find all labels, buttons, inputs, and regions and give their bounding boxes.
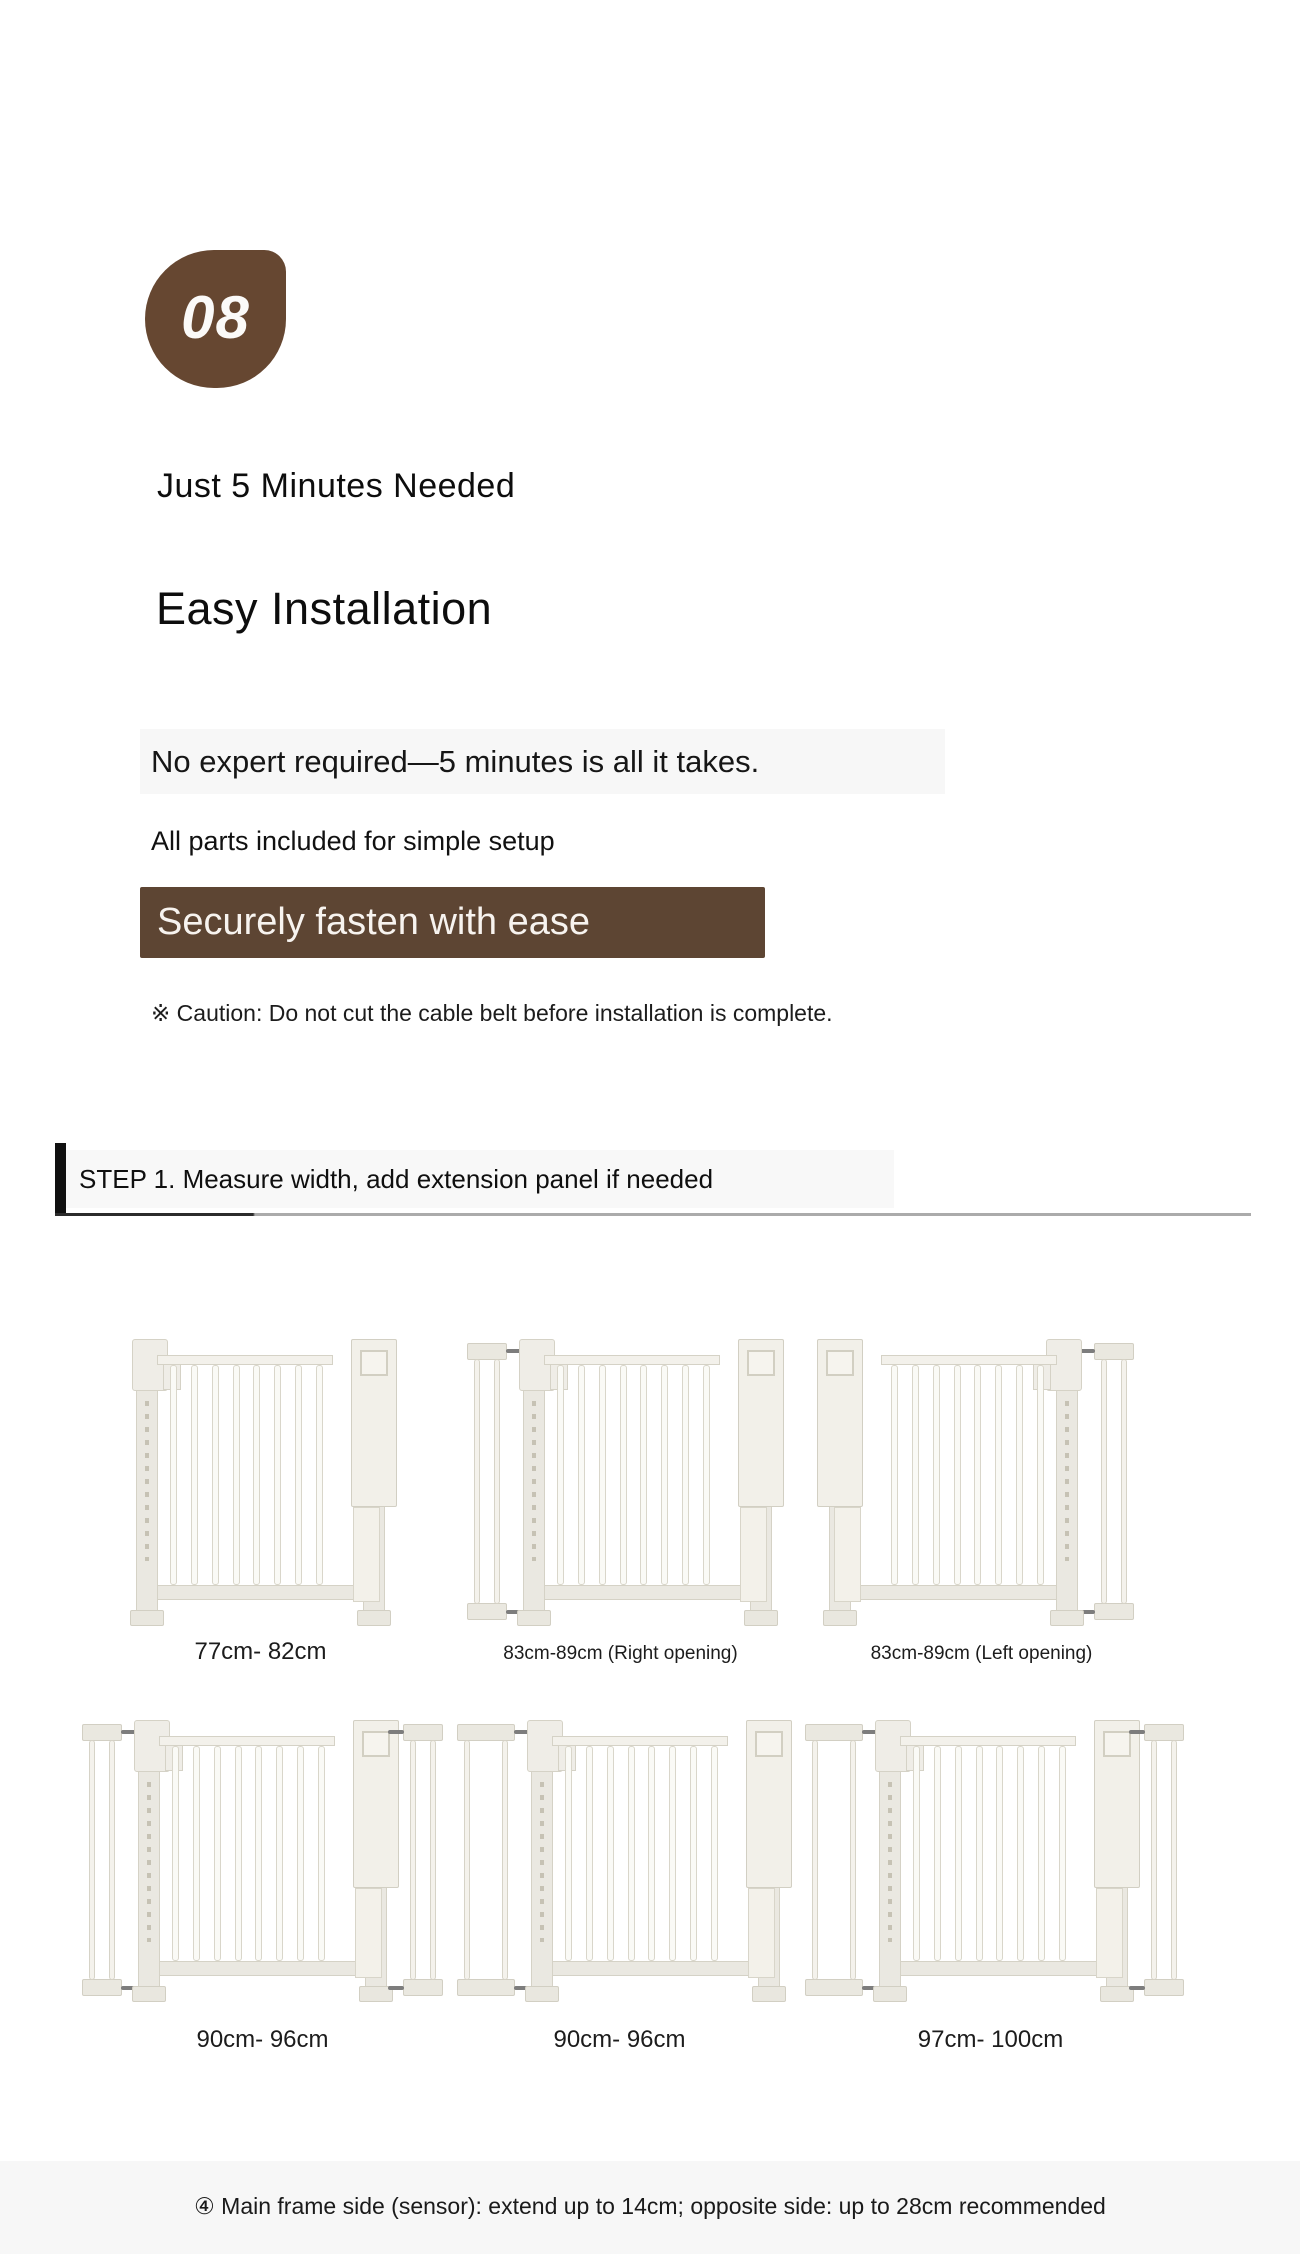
gate-illustration bbox=[82, 1720, 443, 2000]
section-number: 08 bbox=[181, 283, 250, 351]
gate-latch-panel bbox=[351, 1339, 397, 1507]
extension-panel bbox=[403, 1720, 443, 2000]
section-number-badge bbox=[145, 250, 286, 388]
gate-label: 77cm- 82cm bbox=[194, 1638, 327, 1665]
footnote-bar bbox=[0, 2161, 1300, 2254]
page-subtitle: Just 5 Minutes Needed bbox=[157, 467, 516, 505]
setup-note: All parts included for simple setup bbox=[151, 826, 555, 856]
gate-label: 83cm-89cm (Left opening) bbox=[870, 1643, 1093, 1664]
gate-figure-97-100 bbox=[805, 1720, 1184, 2000]
step-heading: STEP 1. Measure width, add extension panel if needed bbox=[66, 1150, 894, 1208]
gate-label: 97cm- 100cm bbox=[917, 2026, 1064, 2053]
gate-main-frame bbox=[877, 1720, 1130, 2000]
gate-label: 90cm- 96cm bbox=[553, 2026, 686, 2053]
gate-main-frame bbox=[134, 1339, 387, 1624]
gate-latch-panel bbox=[353, 1720, 399, 1888]
gate-figure-90-96-b bbox=[457, 1720, 782, 2000]
gate-illustration bbox=[827, 1339, 1134, 1624]
step-accent-bar bbox=[55, 1143, 66, 1215]
footnote-text: ④ Main frame side (sensor): extend up to 14cm; opposite side: up to 28cm recommended bbox=[194, 2193, 1106, 2219]
gate-illustration bbox=[457, 1720, 782, 2000]
extension-panel-wide bbox=[457, 1720, 515, 2000]
gate-main-frame bbox=[136, 1720, 389, 2000]
gate-illustration bbox=[805, 1720, 1184, 2000]
gate-latch-panel bbox=[738, 1339, 784, 1507]
gate-illustration bbox=[467, 1339, 774, 1624]
gate-main-frame bbox=[521, 1339, 774, 1624]
page-title: Easy Installation bbox=[156, 583, 493, 634]
highlight-line: No expert required—5 minutes is all it takes. bbox=[140, 729, 945, 794]
extension-panel bbox=[1144, 1720, 1184, 2000]
gate-figure-83-89-right bbox=[467, 1339, 774, 1624]
gate-illustration bbox=[134, 1339, 387, 1624]
gate-figure-90-96-a bbox=[82, 1720, 443, 2000]
gate-latch-panel bbox=[1094, 1720, 1140, 1888]
gate-latch-panel bbox=[817, 1339, 863, 1507]
gate-main-frame bbox=[827, 1339, 1080, 1624]
gate-label: 83cm-89cm (Right opening) bbox=[503, 1643, 738, 1664]
gate-latch-panel bbox=[746, 1720, 792, 1888]
feature-banner: Securely fasten with ease bbox=[140, 887, 765, 958]
gate-main-frame bbox=[529, 1720, 782, 2000]
extension-panel bbox=[1094, 1339, 1134, 1624]
gate-label: 90cm- 96cm bbox=[196, 2026, 329, 2053]
extension-panel bbox=[82, 1720, 122, 2000]
gate-figure-83-89-left bbox=[827, 1339, 1134, 1624]
caution-note: ※ Caution: Do not cut the cable belt before installation is complete. bbox=[151, 1000, 833, 1026]
gate-figure-77-82 bbox=[134, 1339, 387, 1624]
extension-panel-wide bbox=[805, 1720, 863, 2000]
extension-panel bbox=[467, 1339, 507, 1624]
step-divider bbox=[55, 1213, 1251, 1216]
